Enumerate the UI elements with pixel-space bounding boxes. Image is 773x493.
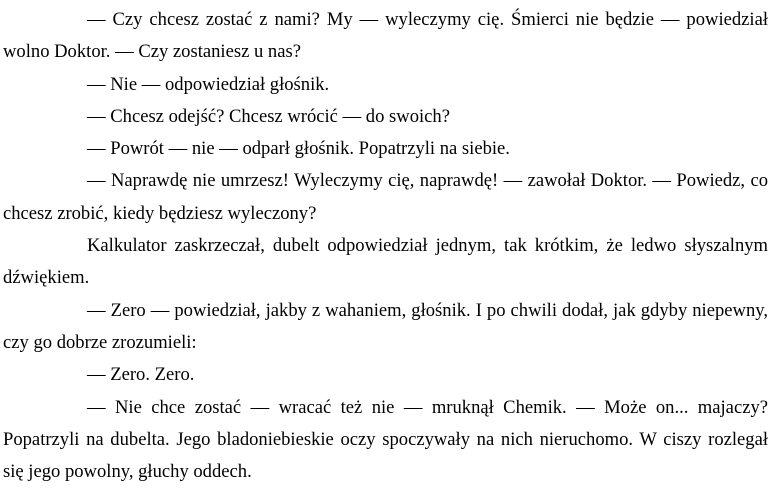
paragraph-4: — Powrót — nie — odparł głośnik. Popatrzyli na siebie. xyxy=(87,138,510,160)
paragraph-9: — Nie chce zostać — wracać też nie — mruknął Chemik. — Może on... majaczy? Popatrzyli na dubelta. Jego bladoniebieskie oczy spoczywały na nich nieruchomo. W ciszy rozlegał się jego powolny, głuchy oddech. xyxy=(3,396,768,483)
paragraph-5: — Naprawdę nie umrzesz! Wyleczymy cię, naprawdę! — zawołał Doktor. — Powiedz, co chcesz zrobić, kiedy będziesz wyleczony? xyxy=(3,170,768,224)
paragraph-7: — Zero — powiedział, jakby z wahaniem, głośnik. I po chwili dodał, jak gdyby niepewny, czy go dobrze zrozumieli: xyxy=(3,299,768,353)
paragraph-1: — Czy chcesz zostać z nami? My — wyleczymy cię. Śmierci nie będzie — powiedział wolno Doktor. — Czy zostaniesz u nas? xyxy=(3,9,768,63)
paragraph-3: — Chcesz odejść? Chcesz wrócić — do swoich? xyxy=(87,105,450,127)
paragraph-8: — Zero. Zero. xyxy=(87,364,195,386)
text-body xyxy=(3,4,768,488)
paragraph-2: — Nie — odpowiedział głośnik. xyxy=(87,73,330,95)
paragraph-6: Kalkulator zaskrzeczał, dubelt odpowiedział jednym, tak krótkim, że ledwo słyszalnym dźwiękiem. xyxy=(3,235,768,289)
